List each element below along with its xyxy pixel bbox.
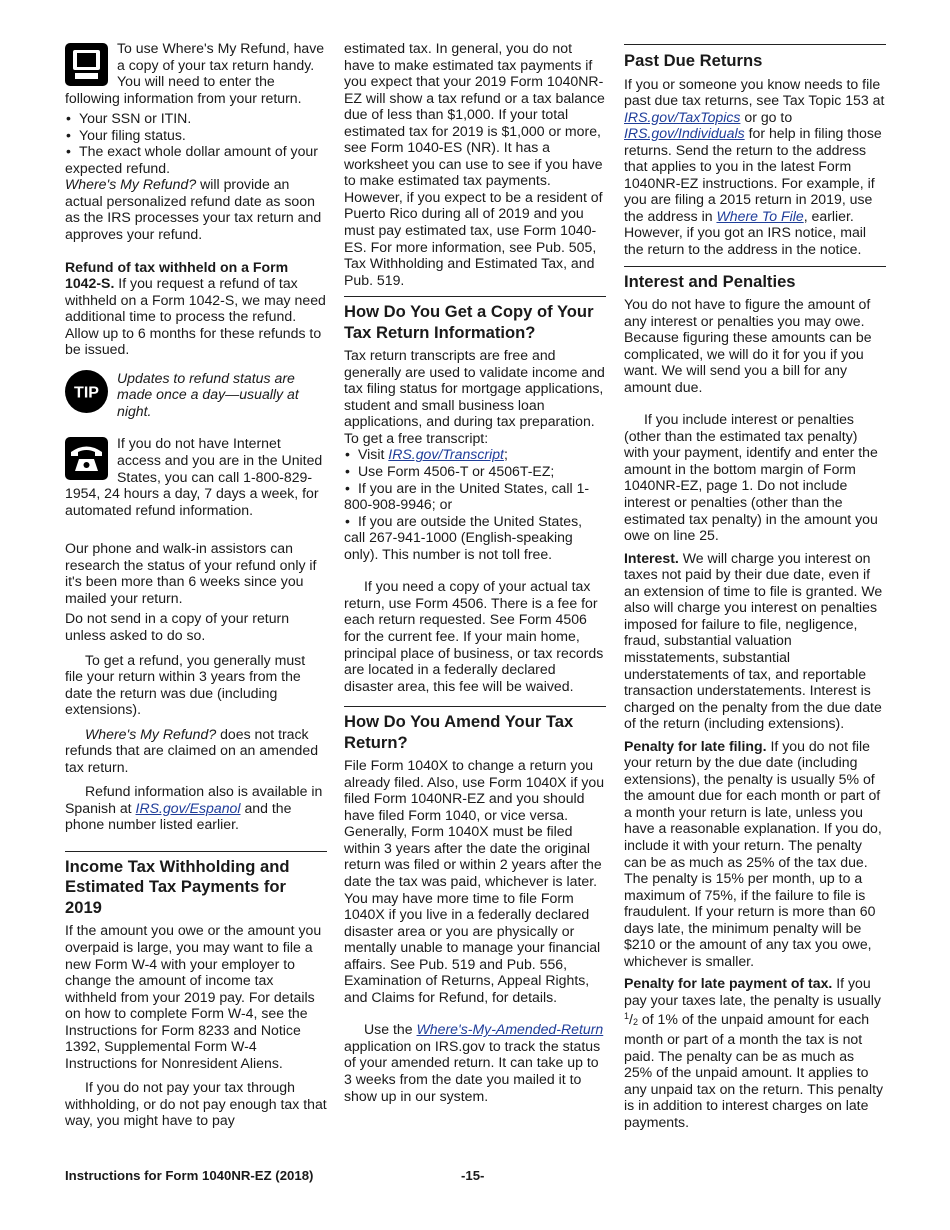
refund-1042s-body: If you request a refund of tax withheld on a Form 1042-S, we may need additional time to process the refund. Allow up to 6 months for these refunds to be issued. (65, 275, 326, 358)
column-2 (344, 40, 606, 1104)
amend-body: File Form 1040X to change a return you already filed. Also, use Form 1040X if you filed Form 1040NR-EZ and you should have filed Form 1040, or vice versa. Generally, Form 1040X must be filed within 3 years after the date the original return was filed or within 2 years after the date the tax was paid, whichever is later. You may have more time to file Form 1040X if you live in a federally declared disaster area or you are physically or mentally unable to manage your financial affairs. See Pub. 519 and Pub. 556, Examination of Returns, Appeal Rights, and Claims for Refund, for details. (344, 757, 605, 1005)
list-item (344, 446, 606, 463)
pastdue-text-3: for help in filing those returns. Send the return to the address that applies to you in the latest Form 1040NR-EZ instructions. For example, if you are filing a 2015 return in 2019, use the address in (624, 125, 882, 224)
one-half: $^1$/2 (624, 1011, 638, 1028)
visit-post: ; (503, 446, 508, 463)
wmr-provides-text: will provide an actual personalized refund date as soon as the IRS processes your tax return and approves your refund. (65, 176, 322, 243)
interest-body: You do not have to figure the amount of any interest or penalties you may owe. Because figuring these amounts can be complicated, we will do it for you if you want. We will send you a bill for any amount due. (624, 296, 872, 395)
divider (624, 44, 886, 45)
actual-copy: If you need a copy of your actual tax return, use Form 4506. There is a fee for each return requested. See Form 4506 for the current fee. If your main home, principal place of business, or tax records are located in a federally declared disaster area, this fee will be waived. (344, 578, 604, 694)
irs-espanol-link[interactable]: IRS.gov/Espanol (135, 799, 241, 816)
spanish-pre: Refund information also is available in Spanish at (65, 783, 323, 816)
withholding-body: If the amount you owe or the amount you overpaid is large, you may want to file a new Form W-4 with your employer to change the amount of income tax withheld from your 2019 pay. For details on how to complete Form W-4, see the Instructions for Form 8233 and Notice 1392, Supplemental Form W-4 Instructions for Nonresident Aliens. (65, 922, 322, 1071)
telephone-icon (65, 437, 108, 480)
visit-pre: Visit (358, 446, 385, 463)
computer-icon (65, 43, 108, 86)
column-1 (65, 40, 327, 1129)
use-post: application on IRS.gov to track the status of your amended return. It can take up to 3 weeks from the date you mailed it to show up in our system. (344, 1037, 601, 1104)
use-pre: Use the (364, 1021, 413, 1038)
include-interest: If you include interest or penalties (other than the estimated tax penalty) with your payment, identify and enter the amount in the bottom margin of Form 1040NR-EZ, page 1. Do not include interest or penalties (other than the estimated tax penalty) in the amount you owe on line 25. (624, 411, 878, 544)
pastdue-text-2: or go to (744, 108, 793, 125)
list-item: • If you are outside the United States, call 267-941-1000 (English-speaking only). This number is not toll free. (344, 513, 606, 563)
list-item: • Your SSN or ITIN. (65, 110, 327, 127)
use-amended (344, 1021, 606, 1104)
pastdue-heading: Past Due Returns (624, 51, 763, 70)
late-payment-runin: Penalty for late payment of tax. (624, 975, 833, 992)
wmr-bullets (65, 110, 327, 176)
half-den: 2 (632, 1017, 638, 1028)
pastdue-text-4: , earlier. However, if you got an IRS notice, mail the return to the address in the notice. (624, 207, 867, 257)
wmr-intro: To use Where's My Refund, have a copy of your tax return handy. You will need to enter the following information from your return. (65, 40, 325, 106)
footer-title: Instructions for Form 1040NR-EZ (2018) (65, 1168, 314, 1183)
copy-heading: How Do You Get a Copy of Your Tax Return Information? (344, 302, 594, 342)
refund-1042s (65, 259, 327, 358)
spanish-post: and the phone number listed earlier. (65, 799, 292, 833)
wmr-name: Where's My Refund? (65, 176, 197, 193)
tip-label: TIP (74, 384, 99, 402)
divider (344, 706, 606, 707)
assistors: Our phone and walk-in assistors can research the status of your refund only if it's been more than 6 weeks since you mailed your return. (65, 540, 317, 606)
pastdue-body (624, 76, 886, 258)
page-number: -15- (461, 1168, 485, 1183)
transcript-bullets (344, 446, 606, 562)
late-filing-text: If you do not file your return by the due date (including extensions), the penalty is usually 5% of the amount due for each month or part of a month your return is late, unless you have a reasonable explanation. If you do, include it with your return. The penalty can be as much as 25% of the tax due. The penalty is 15% per month, up to a maximum of 75%, if the failure to file is fraudulent. If your return is more than 60 days late, the minimum penalty will be $210 or the amount of any tax you owe, whichever is smaller. (624, 737, 882, 969)
interest-para (624, 550, 886, 732)
wmr-name: Where's My Refund? (85, 725, 217, 742)
list-item: • If you are in the United States, call 1-800-908-9946; or (344, 480, 606, 513)
copy-body: Tax return transcripts are free and generally are used to validate income and tax filing status for mortgage applications, student and small business loan applications, and during tax preparation. To get a free transcript: (344, 347, 605, 446)
three-years: To get a refund, you generally must file your return within 3 years from the date the return was due (including extensions). (65, 651, 306, 718)
spanish-info (65, 783, 327, 833)
divider (65, 851, 327, 852)
amended-note (65, 726, 327, 776)
irs-taxtopics-link[interactable]: IRS.gov/TaxTopics (624, 108, 741, 125)
withholding-heading: Income Tax Withholding and Estimated Tax Payments for 2019 (65, 856, 290, 917)
irs-transcript-link[interactable]: IRS.gov/Transcript (388, 446, 504, 463)
late-filing (624, 738, 886, 970)
irs-individuals-link[interactable]: IRS.gov/Individuals (624, 125, 745, 142)
where-to-file-link[interactable]: Where To File (716, 207, 804, 224)
half-num: 1 (624, 1011, 630, 1022)
interest-text: We will charge you interest on taxes not paid by their due date, even if an extension of time to file is granted. We also will charge you interest on penalties imposed for failure to file, negligence, fraud, substantial valuation misstatements, substantial understatements of tax, and reportable transaction understatements. Interest is charged on the penalty from the due date of the return (including extensions). (624, 549, 883, 732)
phone-block (65, 435, 327, 518)
amended-note-text: does not track refunds that are claimed on an amended tax return. (65, 725, 319, 775)
late-payment (624, 975, 886, 1130)
not-pay: If you do not pay your tax through withholding, or do not pay enough tax that way, you might have to pay (65, 1079, 327, 1129)
no-copy: Do not send in a copy of your return unless asked to do so. (65, 610, 290, 643)
estimated-tax: estimated tax. In general, you do not have to make estimated tax payments if you expect that your 2019 Form 1040NR-EZ will show a tax refund or a tax balance due of less than $1,000. If your total estimated tax for 2019 is $1,000 or more, see Form 1040-ES (NR). It has a worksheet you can use to see if you have to make estimated tax payments. However, if you expect to be a resident of Puerto Rico during all of 2019 and you must pay estimated tax, use Form 1040-ES. For more information, see Pub. 505, Tax Withholding and Estimated Tax, and Pub. 519. (344, 40, 605, 288)
refund-1042s-head: Refund of tax withheld on a Form 1042-S. (65, 258, 289, 292)
amend-heading: How Do You Amend Your Tax Return? (344, 712, 574, 752)
divider (624, 266, 886, 267)
phone-text: If you do not have Internet access and you are in the United States, you can call 1-800-829-1954, 24 hours a day, 7 days a week, for automated refund information. (65, 435, 323, 518)
late-filing-runin: Penalty for late filing. (624, 737, 767, 754)
wmar-link[interactable]: Where's-My-Amended-Return (416, 1021, 604, 1038)
late-pay-text-2: of 1% of the unpaid amount for each month or part of a month the tax is not paid. The penalty can be as much as 25% of the unpaid amount. It applies to any unpaid tax on the return. This penalty is in addition to interest charges on late payments. (624, 1011, 884, 1130)
list-item: • Your filing status. (65, 127, 327, 144)
tip-icon (65, 370, 108, 413)
wmr-provides (65, 176, 327, 242)
divider (344, 296, 606, 297)
late-pay-text-1: If you pay your taxes late, the penalty is usually (624, 975, 881, 1008)
interest-runin: Interest. (624, 549, 679, 566)
pastdue-text-1: If you or someone you know needs to file past due tax returns, see Tax Topic 153 at (624, 75, 885, 109)
interest-heading: Interest and Penalties (624, 271, 796, 291)
tip-block (65, 370, 327, 420)
column-3 (624, 44, 886, 1130)
list-item: • Use Form 4506-T or 4506T-EZ; (344, 463, 606, 480)
tip-text: Updates to refund status are made once a day—usually at night. (117, 369, 299, 419)
list-item: • The exact whole dollar amount of your expected refund. (65, 143, 327, 176)
